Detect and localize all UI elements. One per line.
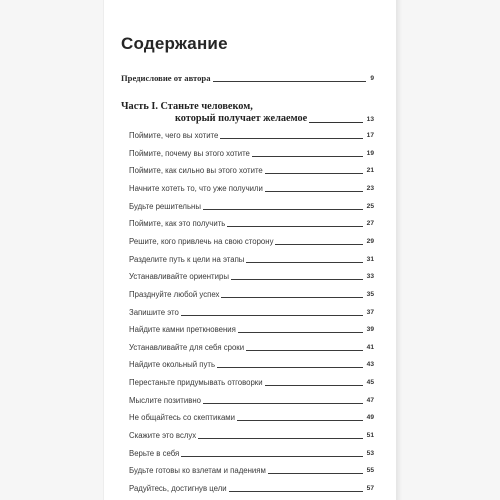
toc-leader-line — [268, 473, 363, 474]
toc-entry-label: Будьте решительны — [129, 201, 201, 211]
toc-entry-preface — [121, 72, 374, 84]
toc-chapter-entry — [129, 341, 374, 353]
toc-leader-line — [203, 209, 363, 210]
toc-page-number: 51 — [366, 432, 374, 440]
toc-leader-line — [181, 315, 363, 316]
toc-chapter-entry — [129, 200, 374, 212]
toc-chapter-entry — [129, 164, 374, 176]
toc-leader-line — [213, 81, 367, 82]
toc-leader-line — [198, 438, 362, 439]
toc-leader-line — [265, 173, 363, 174]
toc-leader-line — [265, 385, 363, 386]
page-edge-shadow — [396, 0, 402, 500]
toc-part-heading: Часть I. Станьте человеком, — [121, 101, 253, 112]
toc-page-number: 43 — [366, 361, 374, 369]
toc-page-number: 55 — [366, 467, 374, 475]
toc-entry-label: Будьте готовы ко взлетам и падениям — [129, 466, 266, 476]
toc-chapter-entry — [129, 464, 374, 476]
toc-leader-line — [203, 403, 363, 404]
toc-page-number: 41 — [366, 343, 374, 351]
toc-chapter-entry — [129, 129, 374, 141]
toc-leader-line — [238, 332, 363, 333]
toc-leader-line — [181, 456, 362, 457]
toc-entry-label: Найдите камни преткновения — [129, 325, 236, 335]
toc-leader-line — [309, 122, 362, 123]
toc-chapter-entry — [129, 217, 374, 229]
toc-entry-label: Устанавливайте для себя сроки — [129, 342, 245, 352]
toc-leader-line — [217, 367, 363, 368]
toc-chapter-entry — [129, 376, 374, 388]
toc-page-number: 29 — [366, 237, 374, 245]
toc-page-number: 45 — [366, 379, 374, 387]
toc-page-number: 19 — [366, 149, 374, 157]
toc-chapter-entry — [129, 182, 374, 194]
toc-entry-label: Празднуйте любой успех — [129, 289, 220, 299]
toc-entry-label: Перестаньте придумывать отговорки — [129, 378, 263, 388]
toc-page-number: 37 — [366, 308, 374, 316]
toc-chapter-entry — [129, 394, 374, 406]
toc-entry-label: Разделите путь к цели на этапы — [129, 254, 245, 264]
toc-chapter-entry — [129, 270, 374, 282]
toc-chapter-entry — [129, 253, 374, 265]
toc-entry-label: Верьте в себя — [129, 448, 180, 458]
toc-entry-label: Поймите, чего вы хотите — [129, 131, 219, 140]
toc-page-number: 27 — [366, 220, 374, 228]
toc-page-number: 21 — [366, 167, 374, 175]
toc-entry-label: Найдите окольный путь — [129, 360, 216, 370]
toc-entry-label: Решите, кого привлечь на свою сторону — [129, 236, 274, 246]
toc-part-subtitle: который получает желаемое — [175, 113, 308, 124]
toc-leader-line — [231, 279, 363, 280]
toc-page-number: 57 — [366, 485, 374, 492]
toc-entry-label: Предисловие от автора — [121, 73, 211, 83]
toc-page-number: 33 — [366, 273, 374, 281]
toc-entry-label: Запишите это — [129, 307, 179, 317]
toc-entry-label: Не общайтесь со скептиками — [129, 413, 235, 423]
toc-chapter-entry — [129, 147, 374, 159]
toc-leader-line — [246, 350, 363, 351]
toc-leader-line — [246, 262, 362, 263]
toc-leader-line — [265, 191, 363, 192]
toc-page-number: 31 — [366, 255, 374, 263]
toc-chapter-entry — [129, 447, 374, 459]
toc-page-number: 13 — [366, 116, 374, 123]
toc-entry-label: Поймите, как это получить — [129, 219, 226, 229]
toc-entry-label: Радуйтесь, достигнув цели — [129, 484, 227, 493]
toc-chapter-entry — [129, 323, 374, 335]
toc-chapter-entry — [129, 306, 374, 318]
toc-leader-line — [229, 491, 363, 492]
toc-chapter-entry — [129, 411, 374, 423]
toc-part-entry — [175, 113, 374, 125]
toc-leader-line — [227, 226, 362, 227]
toc-chapter-entry — [129, 358, 374, 370]
toc-page-number: 23 — [366, 184, 374, 192]
toc-page-number: 25 — [366, 202, 374, 210]
toc-entry-label: Поймите, почему вы этого хотите — [129, 148, 250, 158]
toc-entry-label: Начните хотеть то, что уже получили — [129, 183, 263, 193]
toc-page-number: 39 — [366, 326, 374, 334]
toc-page-number: 35 — [366, 290, 374, 298]
toc-page-number: 47 — [366, 396, 374, 404]
toc-entry-label: Поймите, как сильно вы этого хотите — [129, 166, 263, 176]
toc-chapter-entry — [129, 482, 374, 494]
toc-chapter-entry — [129, 235, 374, 247]
toc-page-number: 49 — [366, 414, 374, 422]
toc-page-number: 9 — [370, 75, 374, 82]
toc-entry-label: Скажите это вслух — [129, 431, 197, 441]
toc-leader-line — [221, 297, 362, 298]
toc-title: Содержание — [121, 34, 228, 53]
toc-leader-line — [275, 244, 362, 245]
toc-page-number: 53 — [366, 449, 374, 457]
toc-leader-line — [220, 138, 362, 139]
toc-leader-line — [237, 420, 363, 421]
toc-entry-label: Мыслите позитивно — [129, 395, 201, 405]
toc-chapter-entry — [129, 429, 374, 441]
toc-leader-line — [252, 156, 363, 157]
toc-page-number: 17 — [366, 132, 374, 139]
toc-entry-label: Устанавливайте ориентиры — [129, 272, 229, 282]
toc-chapter-entry — [129, 288, 374, 300]
